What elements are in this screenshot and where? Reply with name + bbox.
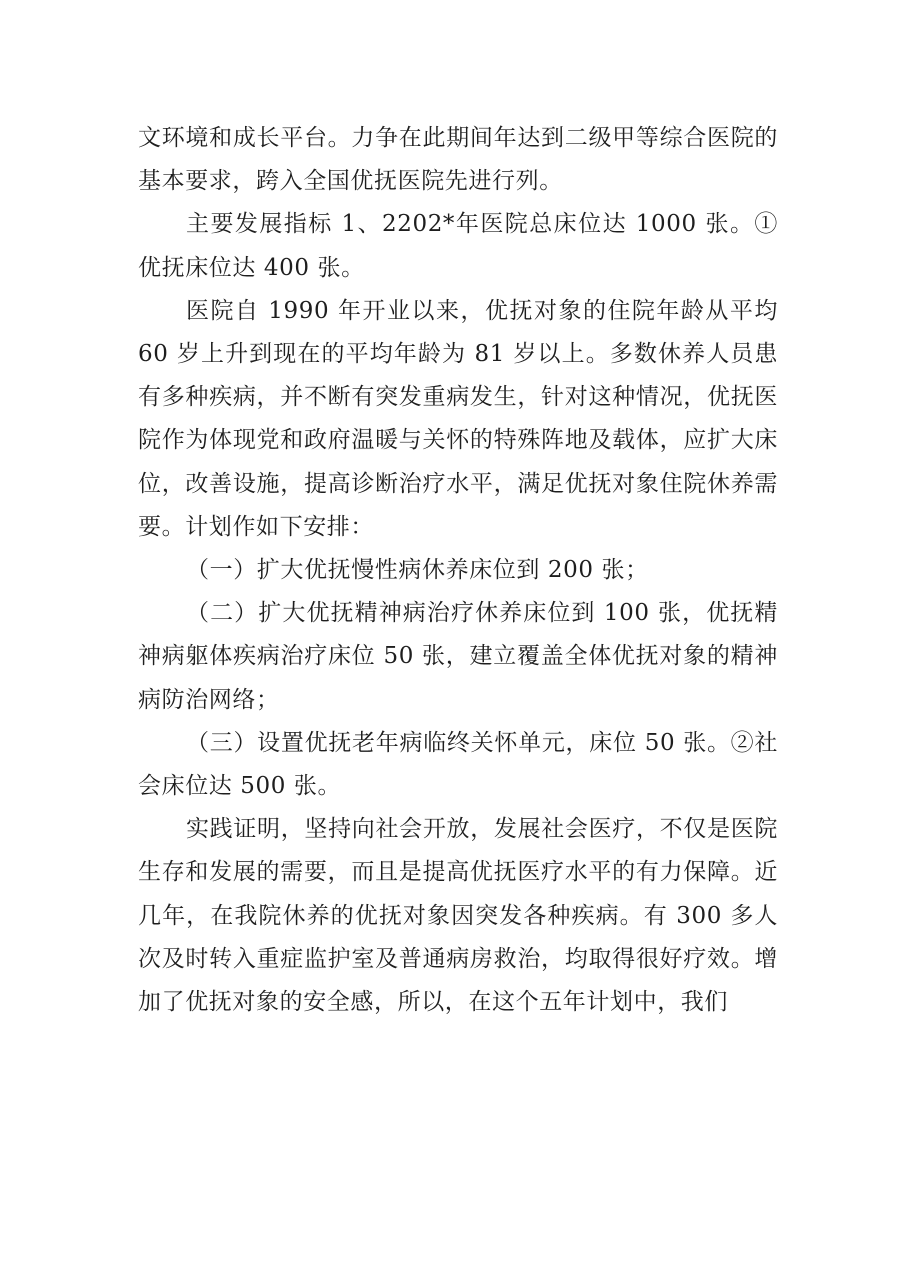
- paragraph-3: 医院自 1990 年开业以来，优抚对象的住院年龄从平均 60 岁上升到现在的平均年龄为 81 岁以上。多数休养人员患有多种疾病，并不断有突发重病发生，针对这种情况，优抚医院作为体现党和政府温暖与关怀的特殊阵地及载体，应扩大床位，改善设施，提高诊断治疗水平，满足优抚对象住院休养需要。计划作如下安排：: [138, 297, 778, 540]
- paragraph-5: （二）扩大优抚精神病治疗休养床位到 100 张，优抚精神病躯体疾病治疗床位 50 张，建立覆盖全体优抚对象的精神病防治网络；: [138, 600, 778, 713]
- paragraph-6: （三）设置优抚老年病临终关怀单元，床位 50 张。②社会床位达 500 张。: [138, 729, 778, 800]
- paragraph-1: 文环境和成长平台。力争在此期间年达到二级甲等综合医院的基本要求，跨入全国优抚医院先进行列。: [138, 125, 778, 195]
- paragraph-4: （一）扩大优抚慢性病休养床位到 200 张；: [186, 557, 649, 584]
- body-text: [138, 117, 778, 1024]
- paragraph-7: 实践证明，坚持向社会开放，发展社会医疗，不仅是医院生存和发展的需要，而且是提高优抚医疗水平的有力保障。近几年，在我院休养的优抚对象因突发各种疾病。有 300 多人次及时转入重症监护室及普通病房救治，均取得很好疗效。增加了优抚对象的安全感，所以，在这个五年计划中，我们: [138, 816, 778, 1016]
- paragraph-2: 主要发展指标 1、2202*年医院总床位达 1000 张。①优抚床位达 400 张。: [138, 211, 778, 281]
